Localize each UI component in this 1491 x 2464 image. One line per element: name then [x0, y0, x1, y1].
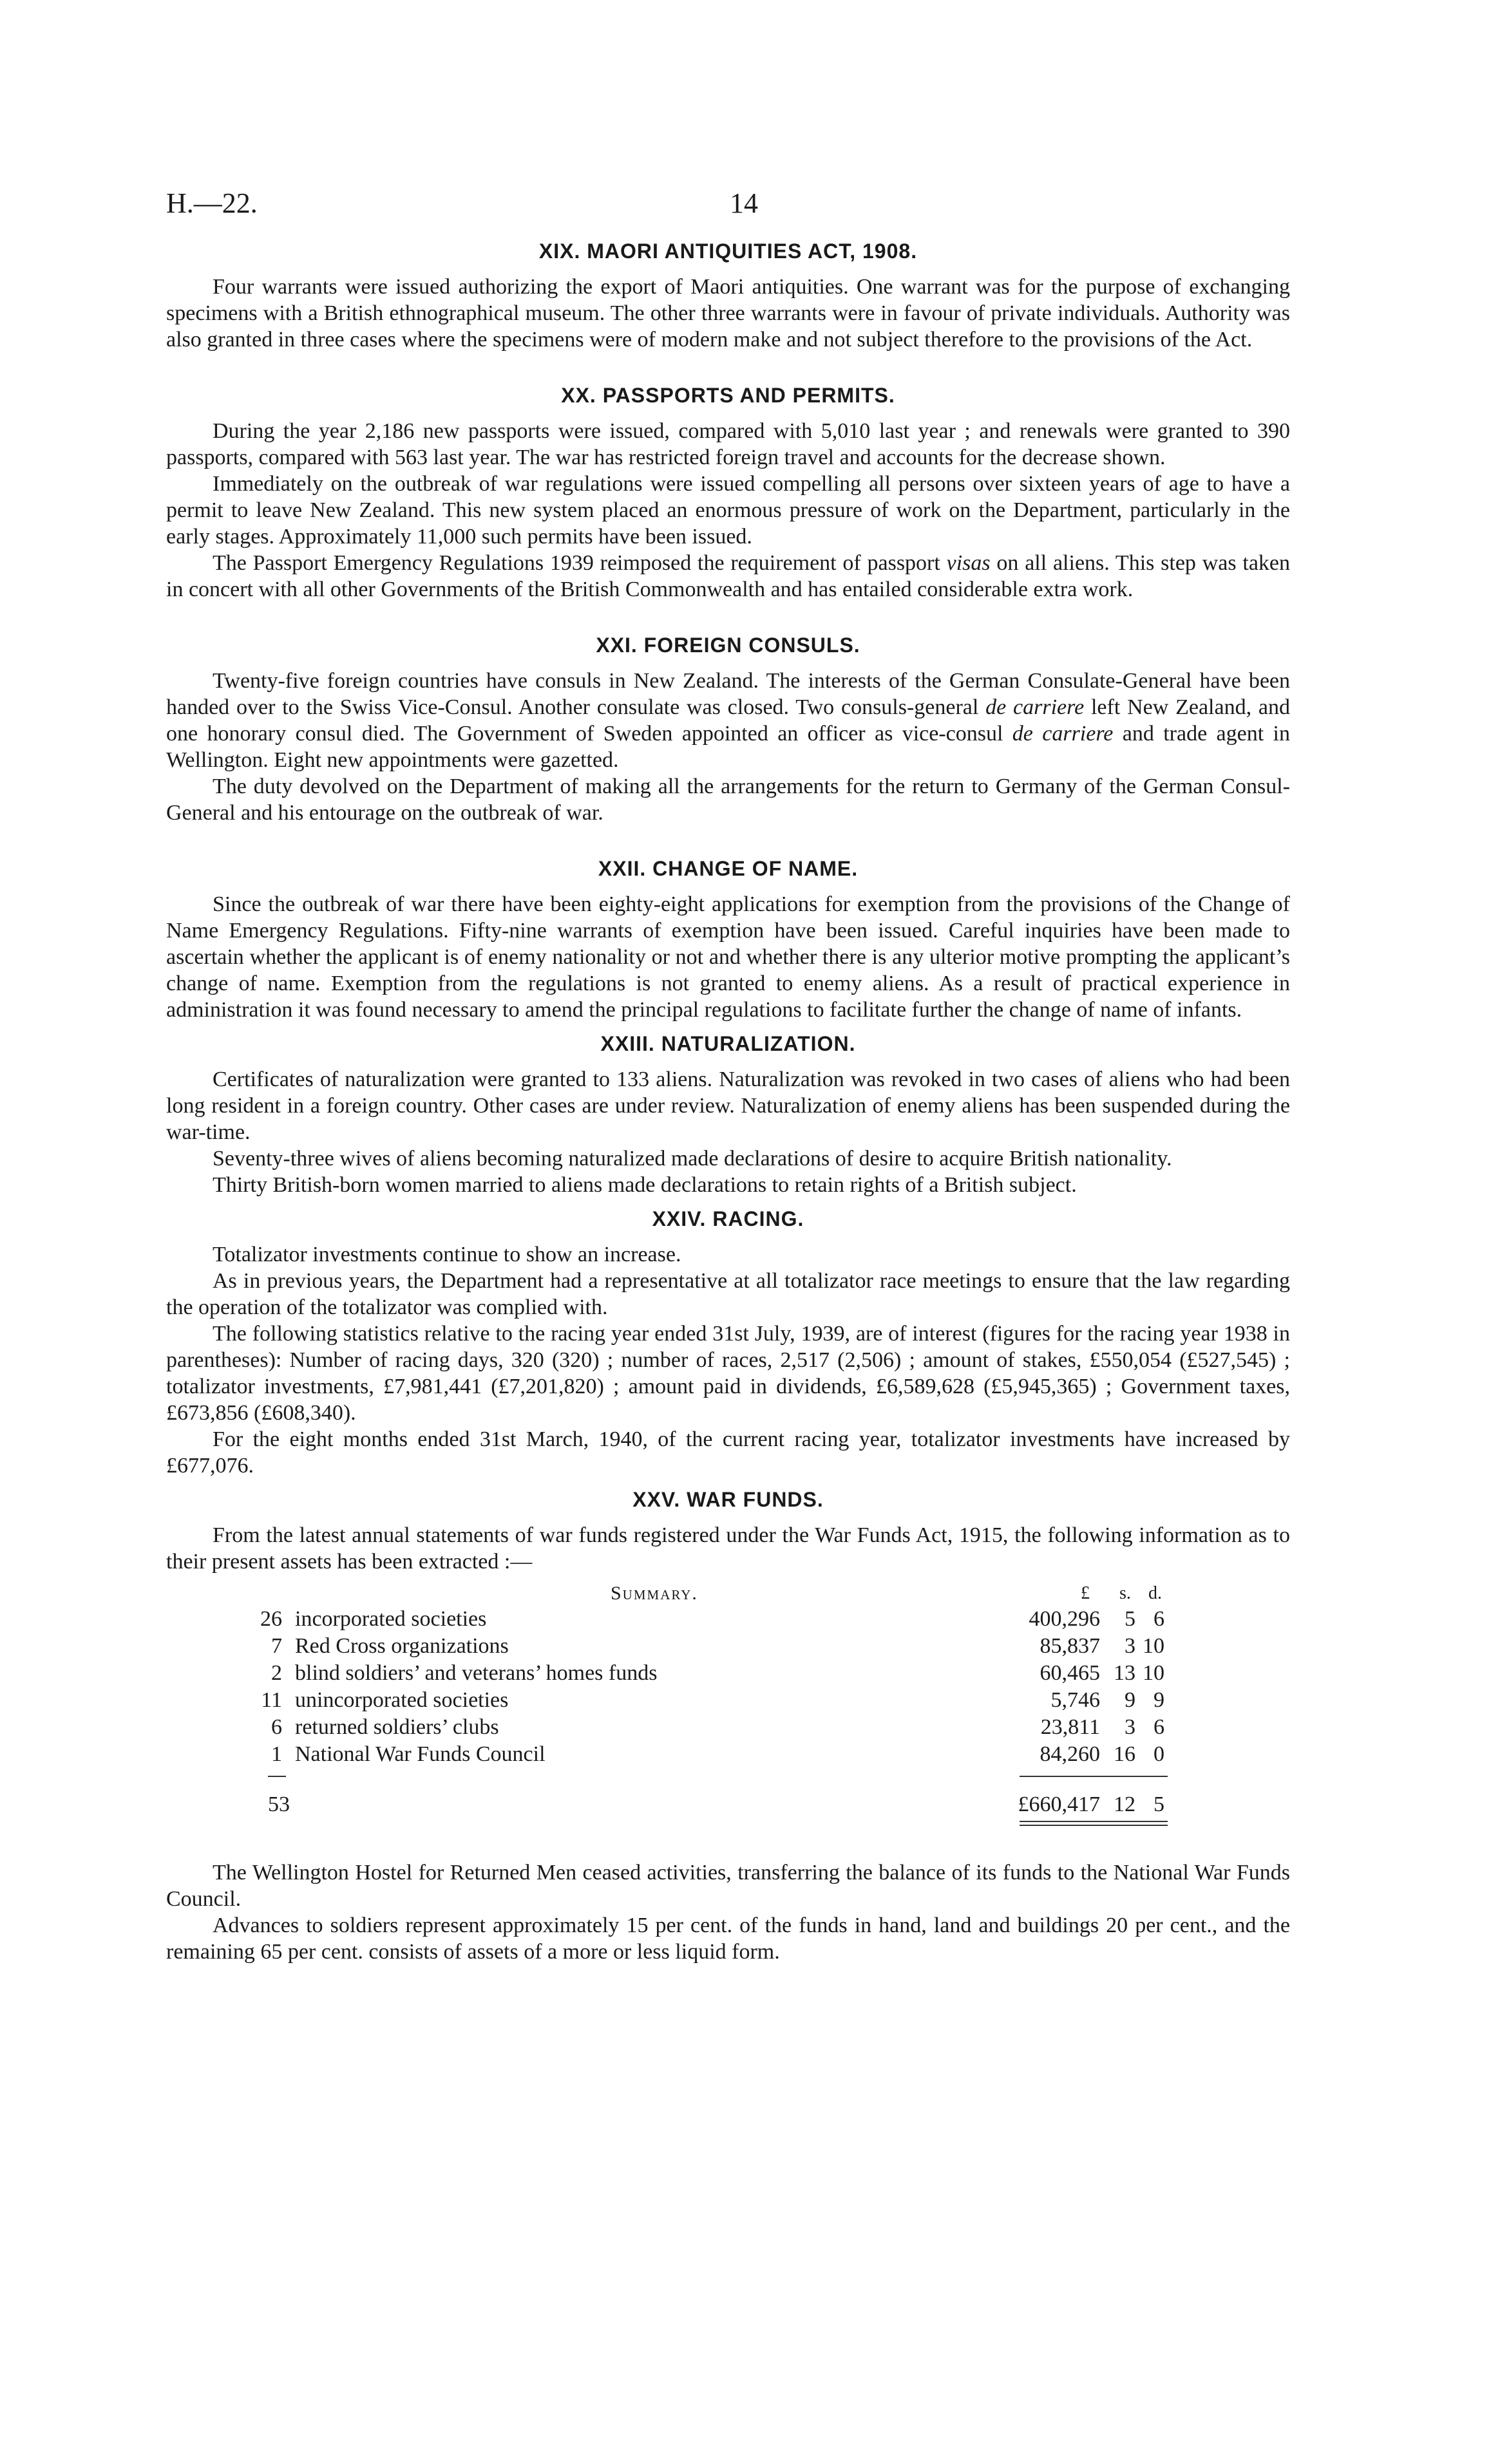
report-reference: H.—22. — [166, 187, 258, 219]
section-heading: XXII. CHANGE OF NAME. — [598, 857, 859, 880]
paragraph: As in previous years, the Department had a representative at all totalizator race meetings to ensure that the law regarding the operation of the totalizator was complied with. — [166, 1269, 1290, 1319]
summary-header — [166, 1580, 1290, 1606]
total-rule-right — [1020, 1776, 1168, 1777]
summary-row — [166, 1714, 1290, 1741]
summary-row-shillings: 16 — [1114, 1742, 1135, 1766]
section-heading: XXIV. RACING. — [652, 1207, 804, 1230]
summary-row-pounds: 84,260 — [1040, 1742, 1100, 1766]
total-double-rule — [1020, 1821, 1168, 1826]
summary-row-pence: 10 — [1143, 1634, 1164, 1658]
section-passports — [166, 384, 1290, 603]
summary-row-description: returned soldiers’ clubs — [295, 1715, 499, 1739]
section-racing — [166, 1207, 1290, 1479]
summary-row — [166, 1687, 1290, 1714]
column-shillings: s. — [1119, 1583, 1131, 1603]
summary-row-pounds: 400,296 — [1029, 1607, 1100, 1631]
total-rule-left — [268, 1776, 286, 1777]
summary-row-count: 7 — [271, 1634, 282, 1658]
summary-row-shillings: 3 — [1125, 1634, 1135, 1658]
paragraph: Advances to soldiers represent approximately 15 per cent. of the funds in hand, land and buildings 20 per cent., and the remaining 65 per cent. consists of assets of a more or less liquid form. — [166, 1914, 1290, 1964]
paragraph: Certificates of naturalization were granted to 133 aliens. Naturalization was revoked in two cases of aliens who had been long resident in a foreign country. Other cases are under review. Naturalization of enemy aliens has been suspended during the war-time. — [166, 1067, 1290, 1144]
paragraph: During the year 2,186 new passports were issued, compared with 5,010 last year ; and renewals were granted to 390 passports, compared with 563 last year. The war has restricted foreign travel and accounts for the decrease shown. — [166, 419, 1290, 469]
paragraph: Totalizator investments continue to show an increase. — [213, 1243, 681, 1266]
paragraph: The Passport Emergency Regulations 1939 reimposed the requirement of passport visas on all aliens. This step was taken in concert with all other Governments of the British Commonwealth and has entailed considerable extra work. — [166, 551, 1291, 601]
section-maori-antiquities — [166, 240, 1290, 353]
summary-row-shillings: 3 — [1125, 1715, 1135, 1739]
paragraph: The Wellington Hostel for Returned Men ceased activities, transferring the balance of its funds to the National War Funds Council. — [166, 1861, 1290, 1911]
summary-row-count: 26 — [260, 1607, 282, 1631]
paragraph: Four warrants were issued authorizing the export of Maori antiquities. One warrant was for the purpose of exchanging specimens with a British ethnographical museum. The other three warrants were in favour of private individuals. Authority was also granted in three cases where the specimens were of modern make and not subject therefore to the provisions of the Act. — [166, 275, 1290, 352]
summary-row-count: 11 — [261, 1688, 282, 1712]
section-heading: XXV. WAR FUNDS. — [632, 1488, 824, 1511]
summary-row-pounds: 60,465 — [1040, 1661, 1100, 1685]
paragraph: Immediately on the outbreak of war regulations were issued compelling all persons over sixteen years of age to have a permit to leave New Zealand. This new system placed an enormous pressure of work on the Department, particularly in the early stages. Approximately 11,000 such permits have been issued. — [166, 472, 1290, 549]
summary-row-count: 1 — [271, 1742, 282, 1766]
page-number: 14 — [730, 187, 758, 219]
summary-row — [166, 1633, 1290, 1660]
paragraph: Thirty British-born women married to aliens made declarations to retain rights of a British subject. — [213, 1173, 1077, 1197]
section-heading: XIX. MAORI ANTIQUITIES ACT, 1908. — [538, 240, 918, 263]
summary-row-pence: 10 — [1143, 1661, 1164, 1685]
section-heading: XX. PASSPORTS AND PERMITS. — [561, 384, 895, 407]
section-heading: XXIII. NATURALIZATION. — [600, 1032, 856, 1055]
paragraph: The following statistics relative to the racing year ended 31st July, 1939, are of interest (figures for the racing year 1938 in parentheses): Number of racing days, 320 (320) ; number of races, 2,517 (2,506) ; amount of stakes, £550,054 (£527,545) ; totalizator investments, £7,981,441 (£7,201,820) ; amount paid in dividends, £6,589,628 (£5,945,365) ; Government taxes, £673,856 (£608,340). — [166, 1322, 1290, 1425]
summary-row-description: National War Funds Council — [295, 1742, 546, 1766]
paragraph: Since the outbreak of war there have been eighty-eight applications for exemption from the provisions of the Change of Name Emergency Regulations. Fifty-nine warrants of exemption have been issued. Careful inquiries have been made to ascertain whether the applicant is of enemy nationality or not and whether there is any ulterior motive prompting the applicant’s change of name. Exemption from the regulations is not granted to enemy aliens. As a result of practical experience in administration it was found necessary to amend the principal regulations to facilitate further the change of name of infants. — [166, 892, 1290, 1022]
total-pence: 5 — [1154, 1792, 1164, 1816]
summary-total-row — [166, 1782, 1290, 1821]
running-head — [166, 180, 1290, 232]
summary-title: Summary. — [611, 1583, 698, 1604]
summary-row-description: unincorporated societies — [295, 1688, 509, 1712]
column-pounds: £ — [1081, 1583, 1090, 1603]
document-page — [166, 180, 1290, 1974]
section-naturalization — [166, 1032, 1290, 1198]
summary-row-shillings: 5 — [1125, 1607, 1135, 1631]
summary-row — [166, 1606, 1290, 1633]
summary-row-count: 6 — [271, 1715, 282, 1739]
summary-row-pounds: 23,811 — [1040, 1715, 1100, 1739]
summary-row-shillings: 13 — [1114, 1661, 1135, 1685]
paragraph: Twenty-five foreign countries have consuls in New Zealand. The interests of the German Consulate-General have been handed over to the Swiss Vice-Consul. Another consulate was closed. Two consuls-general de carriere left New Zealand, and one honorary consul died. The Government of Sweden appointed an officer as vice-consul de carriere and trade agent in Wellington. Eight new appointments were gazetted. — [166, 669, 1290, 772]
section-change-of-name — [166, 857, 1290, 1023]
summary-row-count: 2 — [271, 1661, 282, 1685]
section-heading: XXI. FOREIGN CONSULS. — [596, 634, 860, 657]
summary-row-pounds: 5,746 — [1050, 1688, 1100, 1712]
summary-row-description: blind soldiers’ and veterans’ homes funds — [295, 1661, 658, 1685]
section-war-funds — [166, 1488, 1290, 1965]
summary-row-description: incorporated societies — [295, 1607, 487, 1631]
summary-row — [166, 1660, 1290, 1687]
paragraph: From the latest annual statements of war funds registered under the War Funds Act, 1915, the following information as to their present assets has been extracted :— — [166, 1523, 1290, 1574]
paragraph: The duty devolved on the Department of making all the arrangements for the return to Germany of the German Consul-General and his entourage on the outbreak of war. — [166, 775, 1290, 825]
total-pounds: £660,417 — [1018, 1792, 1100, 1816]
war-funds-summary-table — [166, 1580, 1290, 1827]
column-pence: d. — [1148, 1583, 1162, 1603]
total-count: 53 — [268, 1792, 290, 1816]
section-foreign-consuls — [166, 634, 1290, 826]
summary-row-pence: 9 — [1154, 1688, 1164, 1712]
summary-row-pence: 6 — [1154, 1607, 1164, 1631]
summary-row-description: Red Cross organizations — [295, 1634, 509, 1658]
paragraph: Seventy-three wives of aliens becoming naturalized made declarations of desire to acquire British nationality. — [213, 1147, 1172, 1171]
summary-row-pence: 6 — [1154, 1715, 1164, 1739]
paragraph: For the eight months ended 31st March, 1940, of the current racing year, totalizator investments have increased by £677,076. — [166, 1427, 1290, 1478]
summary-row-pence: 0 — [1154, 1742, 1164, 1766]
summary-row-pounds: 85,837 — [1040, 1634, 1100, 1658]
summary-row-shillings: 9 — [1125, 1688, 1135, 1712]
total-shillings: 12 — [1114, 1792, 1135, 1816]
summary-row — [166, 1741, 1290, 1768]
